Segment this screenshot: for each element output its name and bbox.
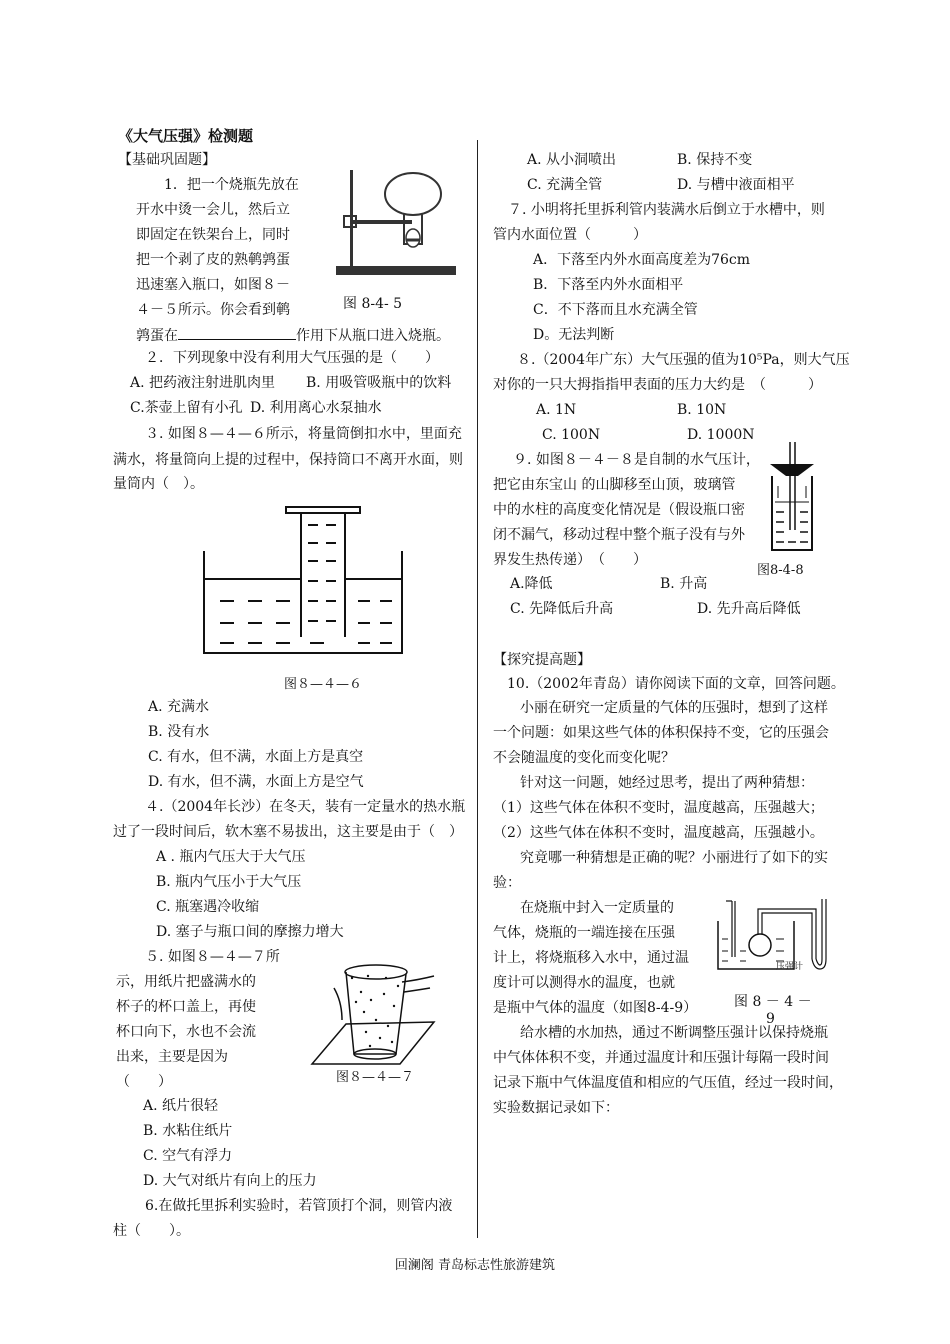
q5-line: 杯子的杯口盖上，再使 [116,999,256,1015]
q2-option-d[interactable]: D. 利用离心水泵抽水 [250,400,382,416]
q10-paragraph: 度计可以测得水的温度，也就 [493,975,675,991]
q1-last-after: 作用下从瓶口进入烧瓶。 [296,328,450,344]
q9-option-b[interactable]: B. 升高 [660,576,708,592]
q5-option-b[interactable]: B. 水粘住纸片 [143,1123,233,1139]
q9-option-c[interactable]: C. 先降低后升高 [510,601,614,617]
q4-option-b[interactable]: B. 瓶内气压小于大气压 [156,874,302,890]
q4-line: ４.（2004年长沙）在冬天，装有一定量水的热水瓶 [145,799,466,815]
q2-option-c[interactable]: C.茶壶上留有小孔 [130,400,243,416]
q9-line: 闭不漏气，移动过程中整个瓶子没有与外 [493,527,745,543]
q6-option-c[interactable]: C. 充满全管 [527,177,603,193]
q9-option-d[interactable]: D. 先升高后降低 [697,601,801,617]
q9-line: 界发生热传递） （ ） [493,552,647,568]
q10-paragraph: 针对这一问题，她经过思考，提出了两种猜想： [520,775,814,791]
section-basic-heading: 【基础巩固题】 [118,152,216,168]
figure-8-4-6-cylinder-in-water [200,505,406,657]
q8-option-a[interactable]: A. 1N [536,402,577,418]
figure-8-4-9-caption: 图 8 － 4 － [734,994,812,1010]
q3-line: 量筒内（ ）。 [113,476,204,492]
q2-option-a[interactable]: A. 把药液注射进肌肉里 [130,375,276,391]
q8-line: ８.（2004年广东）大气压强的值为10⁵Pa，则大气压 [517,352,850,368]
q10-paragraph: 一个问题：如果这些气体的体积保持不变，它的压强会 [493,725,829,741]
q7-option-a[interactable]: A．下落至内外水面高度差为76cm [533,252,751,268]
q5-line: ５. 如图８—４—７所 [145,949,280,965]
q3-line: ３. 如图８—４—６所示，将量筒倒扣水中，里面充 [145,426,462,442]
page-footer: 回澜阁 青岛标志性旅游建筑 [394,1258,556,1273]
q10-paragraph: 计上，将烧瓶移入水中，通过温 [493,950,689,966]
q7-line: ７. 小明将托里拆利管内装满水后倒立于水槽中，则 [508,202,825,218]
q10-paragraph: 中气体体积不变，并通过温度计和压强计每隔一段时间 [493,1050,829,1066]
q10-guess-2: （2）这些气体在体积不变时，温度越高，压强越小。 [493,825,824,841]
q10-paragraph: 气体，烧瓶的一端连接在压强 [493,925,675,941]
q8-option-b[interactable]: B. 10N [677,402,727,418]
q4-option-c[interactable]: C. 瓶塞遇冷收缩 [156,899,260,915]
q2-stem: ２．下列现象中没有利用大气压强的是（ ） [145,350,439,366]
q5-line: （ ） [116,1074,172,1090]
figure-8-4-5-caption: 图 8-4- 5 [343,296,403,312]
figure-8-4-7-caption: 图８—４—７ [336,1070,415,1085]
q3-option-a[interactable]: A. 充满水 [148,699,210,715]
q10-paragraph: 验： [493,875,521,891]
q7-option-d[interactable]: D。无法判断 [533,327,615,343]
q2-option-b[interactable]: B. 用吸管吸瓶中的饮料 [306,375,452,391]
q7-option-c[interactable]: C．不下落而且水充满全管 [533,302,698,318]
q4-line: 过了一段时间后，软木塞不易拔出，这主要是由于（ ） [113,824,463,840]
q1-line: 1．把一个烧瓶先放在 [164,177,299,193]
q1-line: 开水中烫一会儿，然后立 [136,202,290,218]
q10-paragraph: 是瓶中气体的温度（如图8-4-9） [493,1000,698,1016]
q7-line: 管内水面位置（ ） [493,227,647,243]
q10-paragraph: 小丽在研究一定质量的气体的压强时，想到了这样 [520,700,828,716]
q9-line: 中的水柱的高度变化情况是（假设瓶口密 [493,502,745,518]
q8-option-c[interactable]: C. 100N [542,427,601,443]
q8-option-d[interactable]: D. 1000N [687,427,755,443]
q10-paragraph: 记录下瓶中气体温度值和相应的气压值，经过一段时间， [493,1075,843,1091]
q4-option-a[interactable]: A . 瓶内气压大于大气压 [156,849,306,865]
q5-line: 出来，主要是因为 [116,1049,228,1065]
q5-line: 示，用纸片把盛满水的 [116,974,256,990]
figure-8-4-8-water-barometer [764,442,820,554]
q1-line: 即固定在铁架台上，同时 [136,227,290,243]
q6-line: 柱（ ）。 [113,1223,190,1239]
q6-option-d[interactable]: D. 与槽中液面相平 [677,177,795,193]
q7-option-b[interactable]: B．下落至内外水面相平 [533,277,684,293]
q6-option-b[interactable]: B. 保持不变 [677,152,753,168]
q9-line: 把它由东宝山 的山脚移至山顶，玻璃管 [493,477,736,493]
column-divider [477,140,478,1238]
q8-line: 对你的一只大拇指指甲表面的压力大约是 （ ） [493,377,822,393]
q1-line: ４－５所示。你会看到鹌 [136,302,290,318]
q6-option-a[interactable]: A. 从小洞喷出 [527,152,617,168]
q1-answer-blank[interactable] [178,325,296,340]
pressure-gauge-label: 压强计 [776,962,804,972]
page-title: 《大气压强》检测题 [118,127,254,145]
q1-last-line [136,325,450,346]
figure-8-4-8-caption: 图8-4-8 [757,563,804,578]
q3-option-d[interactable]: D. 有水，但不满，水面上方是空气 [148,774,364,790]
q1-line: 把一个剥了皮的熟鹌鹑蛋 [136,252,290,268]
q1-line: 迅速塞入瓶口，如图８－ [136,277,290,293]
q10-paragraph: 在烧瓶中封入一定质量的 [520,900,674,916]
q3-option-c[interactable]: C. 有水，但不满，水面上方是真空 [148,749,364,765]
figure-8-4-5-flask-stand [330,168,462,280]
q5-option-c[interactable]: C. 空气有浮力 [143,1148,233,1164]
q5-option-a[interactable]: A. 纸片很轻 [143,1098,219,1114]
q4-option-d[interactable]: D. 塞子与瓶口间的摩擦力增大 [156,924,344,940]
q10-intro: 10.（2002年青岛）请你阅读下面的文章，回答问题。 [507,676,845,692]
figure-8-4-6-caption: 图８—４—６ [284,677,363,692]
q9-line: ９. 如图８－４－８是自制的水气压计， [513,452,760,468]
figure-8-4-7-inverted-cup [306,962,442,1070]
q3-option-b[interactable]: B. 没有水 [148,724,210,740]
q6-line: 6.在做托里拆利实验时，若管顶打个洞，则管内液 [145,1198,453,1214]
q5-option-d[interactable]: D. 大气对纸片有向上的压力 [143,1173,317,1189]
q10-paragraph: 给水槽的水加热，通过不断调整压强计以保持烧瓶 [520,1025,828,1041]
q10-paragraph: 究竟哪一种猜想是正确的呢？小丽进行了如下的实 [520,850,828,866]
section-advanced-heading: 【探究提高题】 [493,652,591,668]
q10-paragraph: 不会随温度的变化而变化呢？ [493,750,675,766]
q5-line: 杯口向下，水也不会流 [116,1024,256,1040]
q9-option-a[interactable]: A.降低 [510,576,553,592]
q10-paragraph: 实验数据记录如下： [493,1100,619,1116]
q10-guess-1: （1）这些气体在体积不变时，温度越高，压强越大； [493,800,824,816]
q3-line: 满水，将量筒向上提的过程中，保持筒口不离开水面，则 [113,452,463,468]
figure-8-4-9-caption-cont: 9 [766,1011,775,1027]
q1-last-before: 鹑蛋在 [136,328,178,344]
